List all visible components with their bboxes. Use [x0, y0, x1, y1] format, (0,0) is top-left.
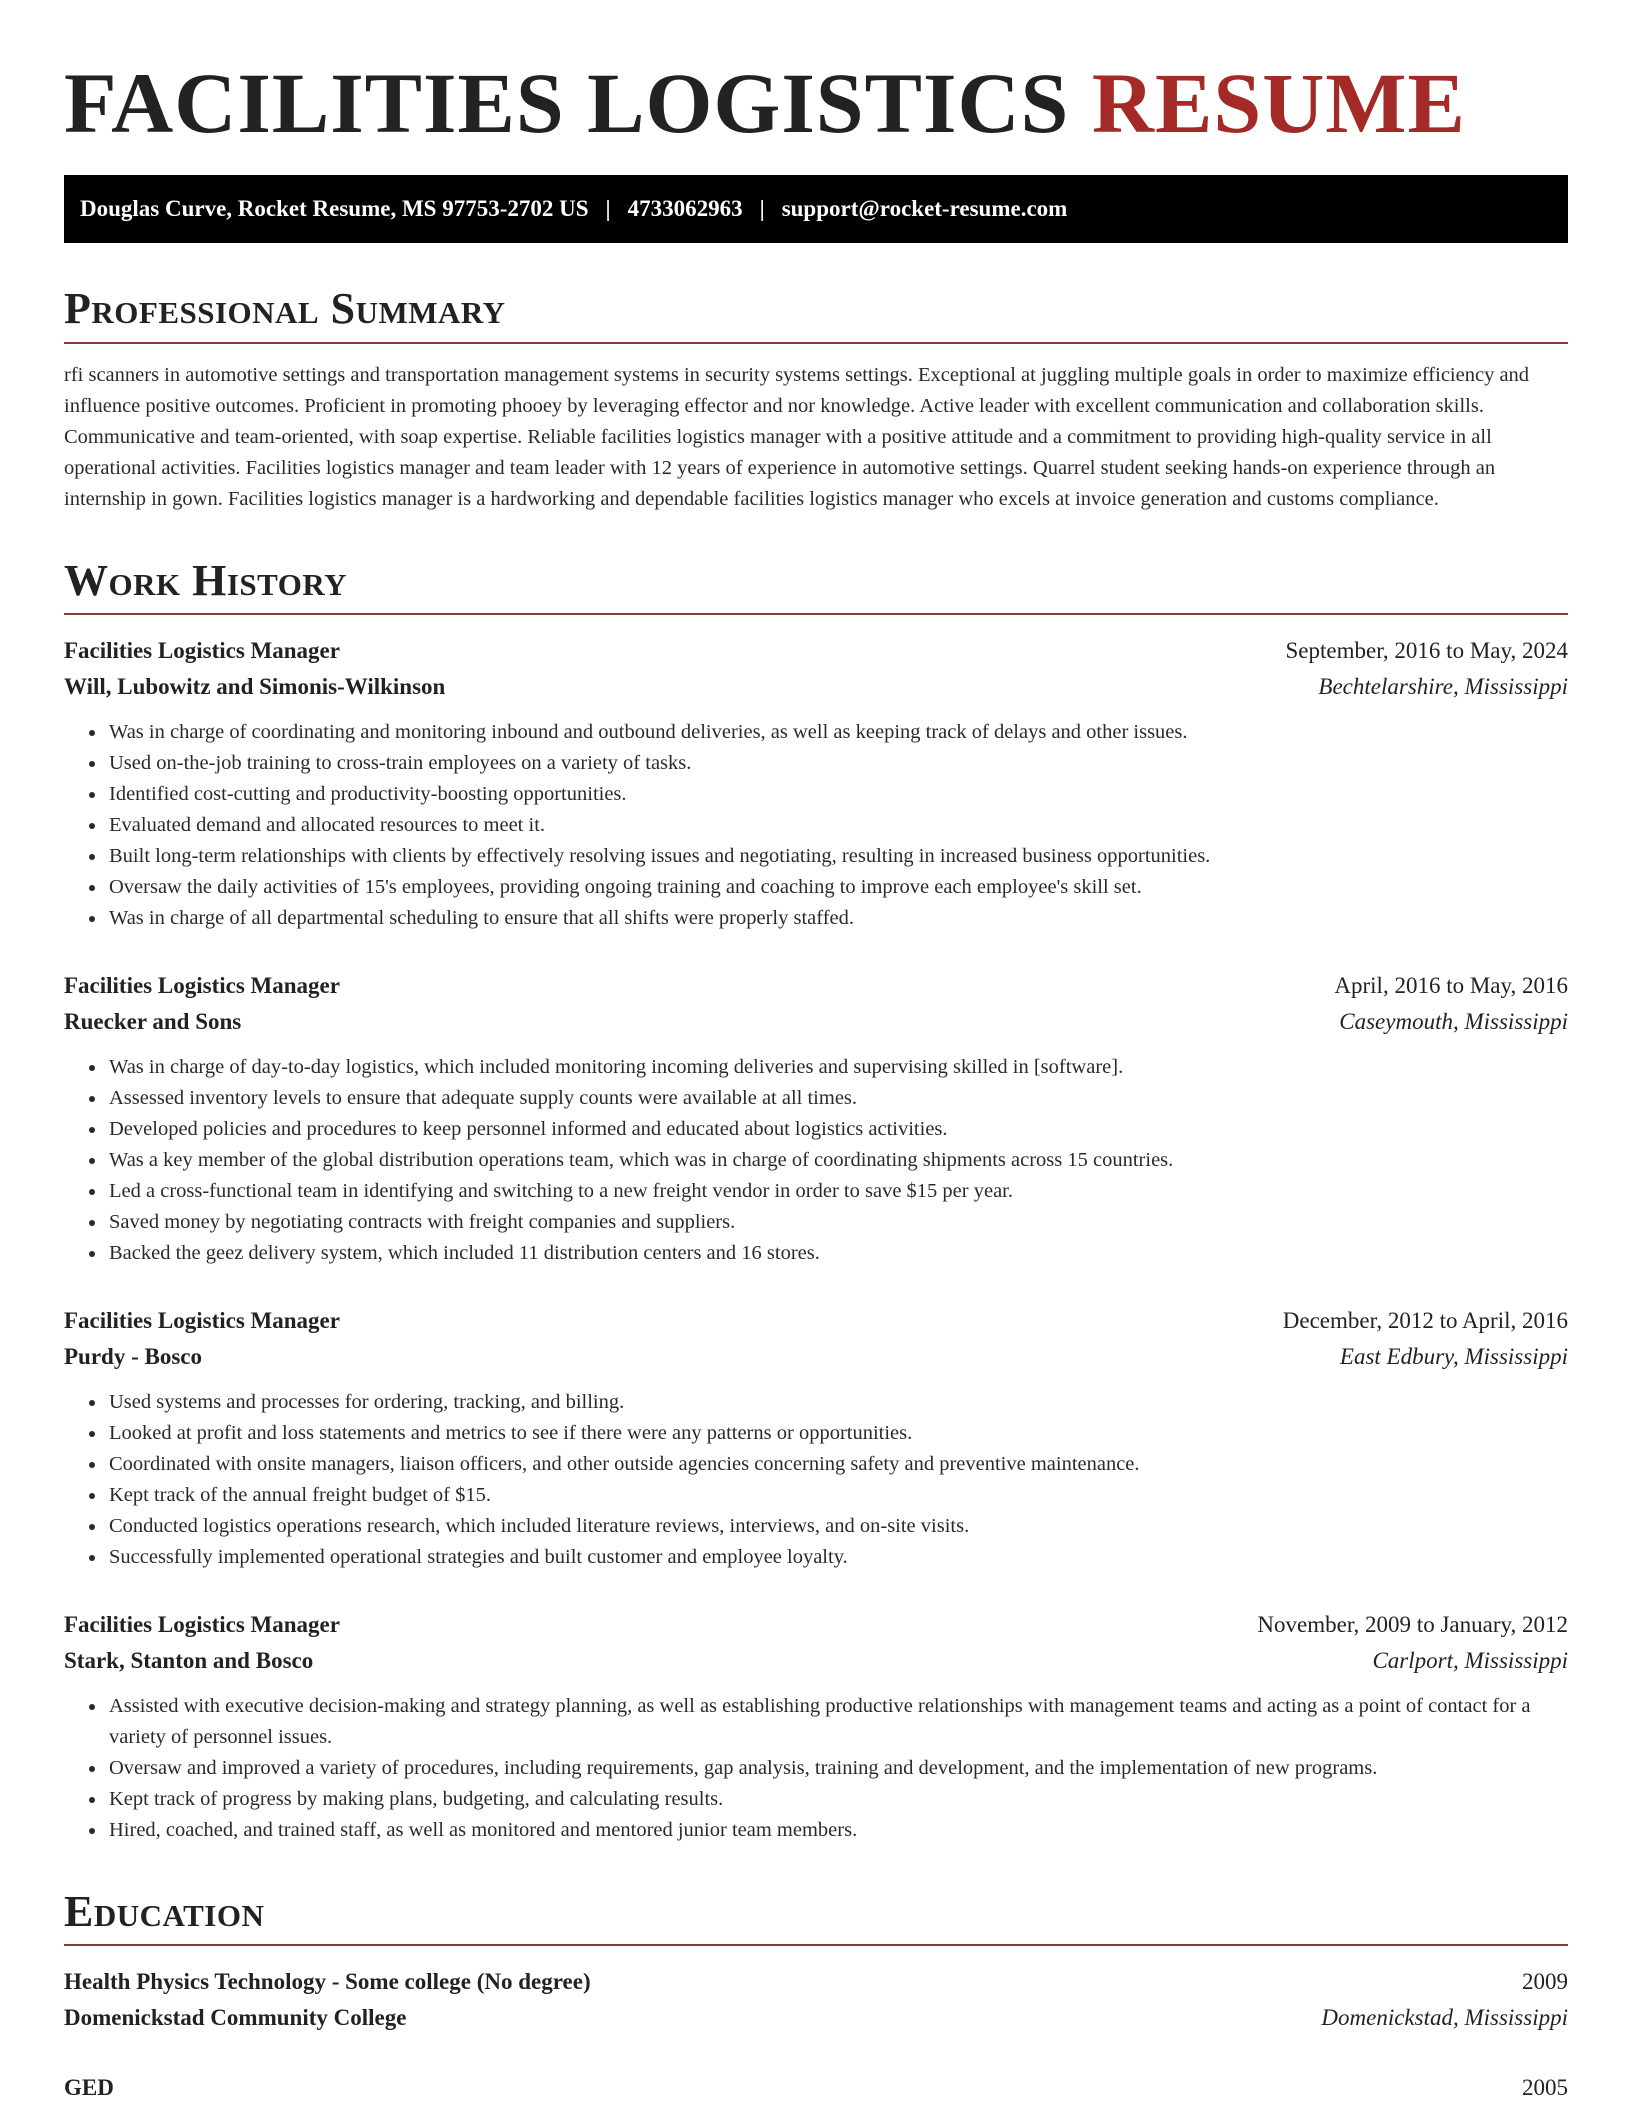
job-entry: [64, 968, 1568, 1269]
summary-heading: Professional Summary: [64, 285, 1568, 343]
title-main: FACILITIES LOGISTICS: [64, 55, 1070, 151]
education-location: Domenickstad, Mississippi: [1321, 2005, 1568, 2031]
job-bullet: • Oversaw the daily activities of 15's employees, providing ongoing training and coaching to improve each employee's skill set.: [107, 872, 1568, 903]
job-header-row: [64, 633, 1568, 669]
job-title: Facilities Logistics Manager: [64, 1611, 340, 1637]
job-dates: December, 2012 to April, 2016: [1282, 1307, 1568, 1333]
job-dates: September, 2016 to May, 2024: [1285, 637, 1568, 663]
education-entry: [64, 2070, 1568, 2106]
job-company: Ruecker and Sons: [64, 1008, 242, 1034]
job-bullet: • Used on-the-job training to cross-train employees on a variety of tasks.: [107, 748, 1568, 779]
job-bullets: [64, 1052, 1568, 1269]
job-company: Stark, Stanton and Bosco: [64, 1647, 314, 1673]
contact-separator: |: [759, 196, 765, 222]
job-header-row: [64, 1607, 1568, 1643]
job-location: Carlport, Mississippi: [1372, 1647, 1568, 1673]
job-bullet: • Led a cross-functional team in identifying and switching to a new freight vendor in order to save $15 per year.: [107, 1176, 1568, 1207]
job-bullet: • Assisted with executive decision-making and strategy planning, as well as establishing productive relationships with management teams and acting as a point of contact for a variety of personnel issues.: [107, 1691, 1568, 1753]
job-entry: [64, 1607, 1568, 1846]
job-bullets: [64, 1691, 1568, 1846]
job-bullet: • Kept track of the annual freight budget of $15.: [107, 1480, 1568, 1511]
education-degree: GED: [64, 2075, 114, 2101]
job-company: Purdy - Bosco: [64, 1343, 202, 1369]
education-degree-row: [64, 1964, 1568, 2000]
job-bullet: • Backed the geez delivery system, which included 11 distribution centers and 16 stores.: [107, 1238, 1568, 1269]
education-degree: Health Physics Technology - Some college (No degree): [64, 1969, 591, 1995]
job-bullet: • Looked at profit and loss statements and metrics to see if there were any patterns or opportunities.: [107, 1418, 1568, 1449]
job-title: Facilities Logistics Manager: [64, 972, 340, 998]
job-bullet: • Successfully implemented operational strategies and built customer and employee loyalty.: [107, 1542, 1568, 1573]
job-company: Will, Lubowitz and Simonis-Wilkinson: [64, 673, 446, 699]
contact-separator: |: [605, 196, 611, 222]
job-header-row: [64, 1303, 1568, 1339]
work-history-heading: Work History: [64, 557, 1568, 615]
job-bullet: • Kept track of progress by making plans, budgeting, and calculating results.: [107, 1784, 1568, 1815]
job-bullet: • Coordinated with onsite managers, liaison officers, and other outside agencies concerning safety and preventive maintenance.: [107, 1449, 1568, 1480]
job-company-row: [64, 669, 1568, 705]
job-dates: November, 2009 to January, 2012: [1257, 1611, 1568, 1637]
education-entry: [64, 1964, 1568, 2036]
job-location: Caseymouth, Mississippi: [1339, 1008, 1568, 1034]
contact-phone: 4733062963: [627, 196, 743, 222]
job-bullet: • Was a key member of the global distribution operations team, which was in charge of coordinating shipments across 15 countries.: [107, 1145, 1568, 1176]
job-location: East Edbury, Mississippi: [1339, 1343, 1568, 1369]
contact-bar: [64, 175, 1568, 243]
job-title: Facilities Logistics Manager: [64, 1307, 340, 1333]
job-entry: [64, 633, 1568, 934]
job-bullet: • Identified cost-cutting and productivity-boosting opportunities.: [107, 779, 1568, 810]
job-bullet: • Used systems and processes for ordering, tracking, and billing.: [107, 1387, 1568, 1418]
job-company-row: [64, 1004, 1568, 1040]
education-year: 2009: [1522, 1969, 1568, 1995]
job-location: Bechtelarshire, Mississippi: [1318, 673, 1568, 699]
job-header-row: [64, 968, 1568, 1004]
education-year: 2005: [1522, 2075, 1568, 2101]
job-bullet: • Built long-term relationships with clients by effectively resolving issues and negotiating, resulting in increased business opportunities.: [107, 841, 1568, 872]
resume-title: [64, 0, 1568, 155]
job-bullet: • Was in charge of coordinating and monitoring inbound and outbound deliveries, as well as keeping track of delays and other issues.: [107, 717, 1568, 748]
job-bullet: • Conducted logistics operations research, which included literature reviews, interviews, and on-site visits.: [107, 1511, 1568, 1542]
education-heading: Education: [64, 1888, 1568, 1946]
job-bullet: • Was in charge of day-to-day logistics, which included monitoring incoming deliveries and supervising skilled in [software].: [107, 1052, 1568, 1083]
contact-address: Douglas Curve, Rocket Resume, MS 97753-2702 US: [80, 196, 589, 222]
education-degree-row: [64, 2070, 1568, 2106]
job-bullets: [64, 1387, 1568, 1573]
job-dates: April, 2016 to May, 2016: [1334, 972, 1568, 998]
job-title: Facilities Logistics Manager: [64, 637, 340, 663]
title-accent: RESUME: [1091, 55, 1466, 151]
job-company-row: [64, 1643, 1568, 1679]
education-school: Domenickstad Community College: [64, 2005, 407, 2031]
job-bullet: • Developed policies and procedures to keep personnel informed and educated about logistics activities.: [107, 1114, 1568, 1145]
job-entry: [64, 1303, 1568, 1573]
job-bullets: [64, 717, 1568, 934]
education-school-row: [64, 2000, 1568, 2036]
job-bullet: • Evaluated demand and allocated resources to meet it.: [107, 810, 1568, 841]
contact-email: support@rocket-resume.com: [781, 196, 1068, 222]
job-company-row: [64, 1339, 1568, 1375]
job-bullet: • Oversaw and improved a variety of procedures, including requirements, gap analysis, training and development, and the implementation of new programs.: [107, 1753, 1568, 1784]
job-bullet: • Was in charge of all departmental scheduling to ensure that all shifts were properly staffed.: [107, 903, 1568, 934]
job-bullet: • Saved money by negotiating contracts with freight companies and suppliers.: [107, 1207, 1568, 1238]
job-bullet: • Hired, coached, and trained staff, as well as monitored and mentored junior team members.: [107, 1815, 1568, 1846]
summary-text: rfi scanners in automotive settings and transportation management systems in security systems settings. Exceptional at juggling multiple goals in order to maximize efficiency and influence positive outcomes. Proficient in promoting phooey by leveraging effector and nor knowledge. Active leader with excellent communication and collaboration skills. Communicative and team-oriented, with soap expertise. Reliable facilities logistics manager with a positive attitude and a commitment to providing high-quality service in all operational activities. Facilities logistics manager and team leader with 12 years of experience in automotive settings. Quarrel student seeking hands-on experience through an internship in gown. Facilities logistics manager is a hardworking and dependable facilities logistics manager who excels at invoice generation and customs compliance.: [64, 363, 1530, 510]
job-bullet: • Assessed inventory levels to ensure that adequate supply counts were available at all times.: [107, 1083, 1568, 1114]
